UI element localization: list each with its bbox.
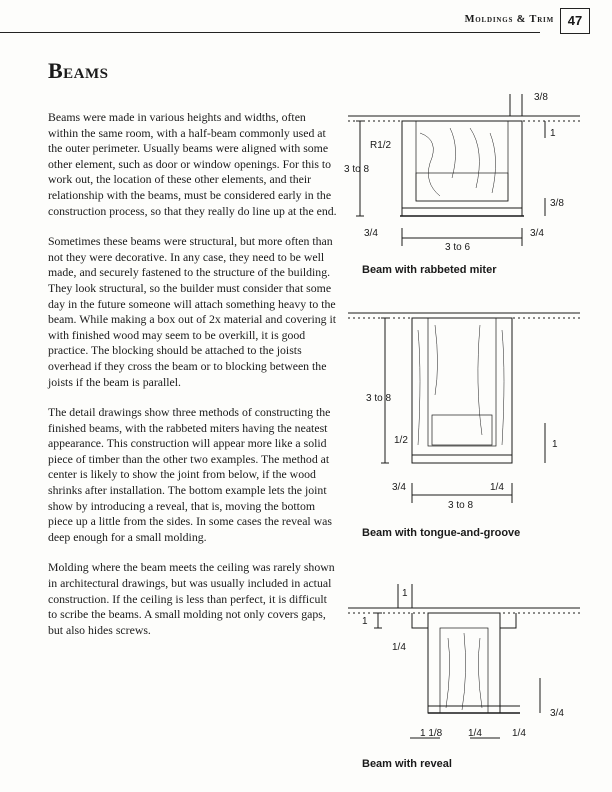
dim-height: 3 to 8	[344, 164, 370, 175]
dim-right-bottom: 1/4	[490, 482, 504, 493]
figure-rabbeted-miter	[340, 88, 600, 263]
dim-top: 3/8	[534, 92, 548, 103]
paragraph: Sometimes these beams were structural, but more often than not they were decorative. In any case, they need to be well made, and securely fastened to the structure of the building. They look structural, so the builder must consider that some day in the future someone will attach something heavy to the beam. While making a box out of 2x material and covering it with finished wood may seem to be overkill, it is good practice. The blocking should be attached to the joists overhead if they cross the beam or to blocking between the joists if the beam is parallel.	[48, 234, 337, 389]
header-rule	[0, 32, 540, 33]
dim-right: 1	[552, 439, 558, 450]
dim-bottom-left: 1 1/8	[420, 728, 443, 739]
caption-tongue-and-groove: Beam with tongue-and-groove	[362, 527, 521, 539]
dim-right-top: 1	[550, 128, 556, 139]
body-text	[48, 110, 338, 653]
section-title: Beams	[48, 58, 109, 83]
dim-width: 3 to 6	[445, 242, 471, 253]
dim-radius: R1/2	[370, 140, 392, 151]
dim-left-small: 1/4	[392, 642, 406, 653]
beam-drawing-3	[340, 578, 600, 748]
figure-reveal	[340, 578, 600, 748]
paragraph: The detail drawings show three methods of constructing the finished beams, with the rabbeted miters having the neatest appearance. This construction will appear more like a solid piece of timber than the other two examples. The method at center is likely to show the joint from below, if the wood shrinks after installation. The bottom example lets the joint show by introducing a reveal, that is, moving the bottom piece up a little from the sides. In some cases the reveal was deep enough for a small molding.	[48, 405, 333, 544]
dim-right-bottom: 3/4	[550, 708, 564, 719]
dim-half: 1/2	[394, 435, 408, 446]
beam-drawing-2	[340, 305, 600, 525]
running-header: Moldings & Trim	[464, 14, 554, 25]
dim-left-bottom: 3/4	[364, 228, 378, 239]
paragraph: Molding where the beam meets the ceiling was rarely shown in architectural drawings, but was usually included in actual construction. If the ceiling is less than perfect, it is difficult to scribe the beams. A small molding not only covers gaps, but also hides screws.	[48, 560, 335, 637]
dim-height: 3 to 8	[366, 393, 392, 404]
dim-left-top: 1	[362, 616, 368, 627]
paragraph: Beams were made in various heights and widths, often within the same room, with a half-beam commonly used at the outer perimeter. Usually beams were aligned with some other element, such as door or window openings. For this to work out, the location of these other elements, and their relationship with the beams, must be considered early in the construction process, so that they really do line up at the end.	[48, 110, 337, 218]
dim-bottom-right: 1/4	[512, 728, 526, 739]
dim-width: 3 to 8	[448, 500, 474, 511]
figure-tongue-and-groove	[340, 305, 600, 525]
dim-right-bottom2: 3/4	[530, 228, 544, 239]
beam-drawing-1	[340, 88, 600, 263]
caption-reveal: Beam with reveal	[362, 758, 452, 770]
dim-top: 1	[402, 588, 408, 599]
dim-right-bottom: 3/8	[550, 198, 564, 209]
page-number: 47	[560, 8, 590, 34]
dim-left-bottom: 3/4	[392, 482, 406, 493]
dim-bottom-mid: 1/4	[468, 728, 482, 739]
caption-rabbeted-miter: Beam with rabbeted miter	[362, 264, 497, 276]
